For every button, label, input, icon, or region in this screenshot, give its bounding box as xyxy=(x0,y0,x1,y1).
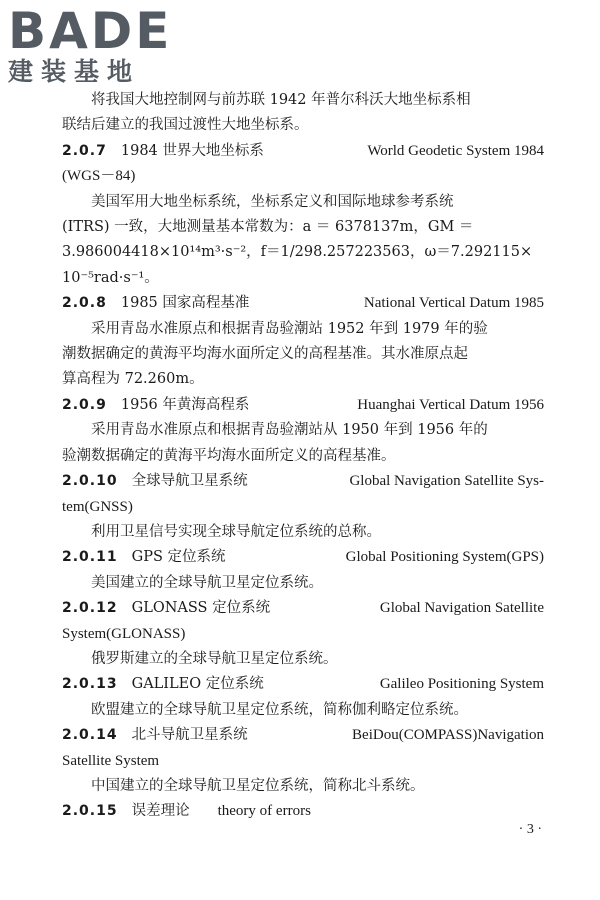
definition-line: 采用青岛水准原点和根据青岛验潮站 1952 年到 1979 年的验 xyxy=(91,320,488,337)
definition-line: 3.986004418×10¹⁴m³·s⁻²，f＝1/298.257223563，ω＝7.292115× xyxy=(62,244,533,261)
term-number: 2.0.10 xyxy=(62,473,118,490)
logo-wordmark: BADE xyxy=(8,2,173,60)
term-number: 2.0.7 xyxy=(62,142,107,159)
term-number: 2.0.12 xyxy=(62,600,118,617)
term-chinese: 北斗导航卫星系统 xyxy=(131,727,248,744)
term-entry-head xyxy=(62,545,544,570)
definition-line: 算高程为 72.260m。 xyxy=(62,371,204,388)
document-body xyxy=(62,88,544,825)
definition-line: (ITRS) 一致，大地测量基本常数为：a ＝ 6378137m，GM ＝ xyxy=(62,219,474,236)
definition-line: 10⁻⁵rad·s⁻¹。 xyxy=(62,269,159,286)
term-number: 2.0.14 xyxy=(62,727,118,744)
definition-line: 利用卫星信号实现全球导航定位系统的总称。 xyxy=(91,523,381,540)
logo-chinese-text: 建装基地 xyxy=(8,57,141,86)
definition-line: 美国军用大地坐标系统，坐标系定义和国际地球参考系统 xyxy=(91,193,454,210)
term-entry-head xyxy=(62,799,544,824)
term-number: 2.0.15 xyxy=(62,803,118,820)
term-entry-head xyxy=(62,672,544,697)
term-number: 2.0.11 xyxy=(62,549,118,566)
definition-line: 采用青岛水准原点和根据青岛验潮站从 1950 年到 1956 年的 xyxy=(91,422,488,439)
term-english-continued: (WGS－84) xyxy=(62,168,136,185)
term-english-continued: tem(GNSS) xyxy=(62,498,133,515)
term-entry-head xyxy=(62,291,544,316)
term-english-continued: System(GLONASS) xyxy=(62,625,186,642)
bade-logo xyxy=(8,2,178,90)
term-entry-head xyxy=(62,596,544,621)
definition-line: 俄罗斯建立的全球导航卫星定位系统。 xyxy=(91,650,338,667)
term-chinese: GLONASS 定位系统 xyxy=(131,600,271,617)
term-english: Galileo Positioning System xyxy=(379,676,544,693)
term-number: 2.0.13 xyxy=(62,676,118,693)
intro-line: 将我国大地控制网与前苏联 1942 年普尔科沃大地坐标系相 xyxy=(91,92,471,108)
term-english: World Geodetic System 1984 xyxy=(367,142,544,159)
term-entry-head xyxy=(62,393,544,418)
term-chinese: GALILEO 定位系统 xyxy=(131,676,264,693)
intro-line: 联结后建立的我国过渡性大地坐标系。 xyxy=(62,117,309,134)
definition-line: 潮数据确定的黄海平均海水面所定义的高程基准。其水准原点起 xyxy=(62,346,468,363)
term-entry-head xyxy=(62,469,544,494)
term-entry-head xyxy=(62,723,544,748)
term-number: 2.0.9 xyxy=(62,396,107,413)
definition-line: 中国建立的全球导航卫星定位系统，简称北斗系统。 xyxy=(91,777,425,794)
term-english: National Vertical Datum 1985 xyxy=(363,295,544,312)
term-english: theory of errors xyxy=(217,803,311,820)
term-chinese: 误差理论 xyxy=(131,803,190,820)
term-english: Global Navigation Satellite xyxy=(379,600,544,617)
term-english-continued: Satellite System xyxy=(62,752,160,769)
term-entry-head xyxy=(62,139,544,164)
term-english: Global Navigation Satellite Sys- xyxy=(349,473,544,490)
term-chinese: 1985 国家高程基准 xyxy=(120,295,250,312)
term-chinese: 1984 世界大地坐标系 xyxy=(120,142,264,159)
definition-line: 欧盟建立的全球导航卫星定位系统，简称伽利略定位系统。 xyxy=(91,701,468,718)
term-chinese: 全球导航卫星系统 xyxy=(131,473,248,490)
term-english: BeiDou(COMPASS)Navigation xyxy=(352,727,544,744)
term-english: Global Positioning System(GPS) xyxy=(345,549,544,566)
page-number: · 3 · xyxy=(518,822,542,837)
definition-line: 验潮数据确定的黄海平均海水面所定义的高程基准。 xyxy=(62,447,396,464)
term-chinese: 1956 年黄海高程系 xyxy=(120,396,250,413)
term-english: Huanghai Vertical Datum 1956 xyxy=(357,396,544,413)
term-number: 2.0.8 xyxy=(62,295,107,312)
term-chinese: GPS 定位系统 xyxy=(131,549,226,566)
definition-line: 美国建立的全球导航卫星定位系统。 xyxy=(91,574,323,591)
